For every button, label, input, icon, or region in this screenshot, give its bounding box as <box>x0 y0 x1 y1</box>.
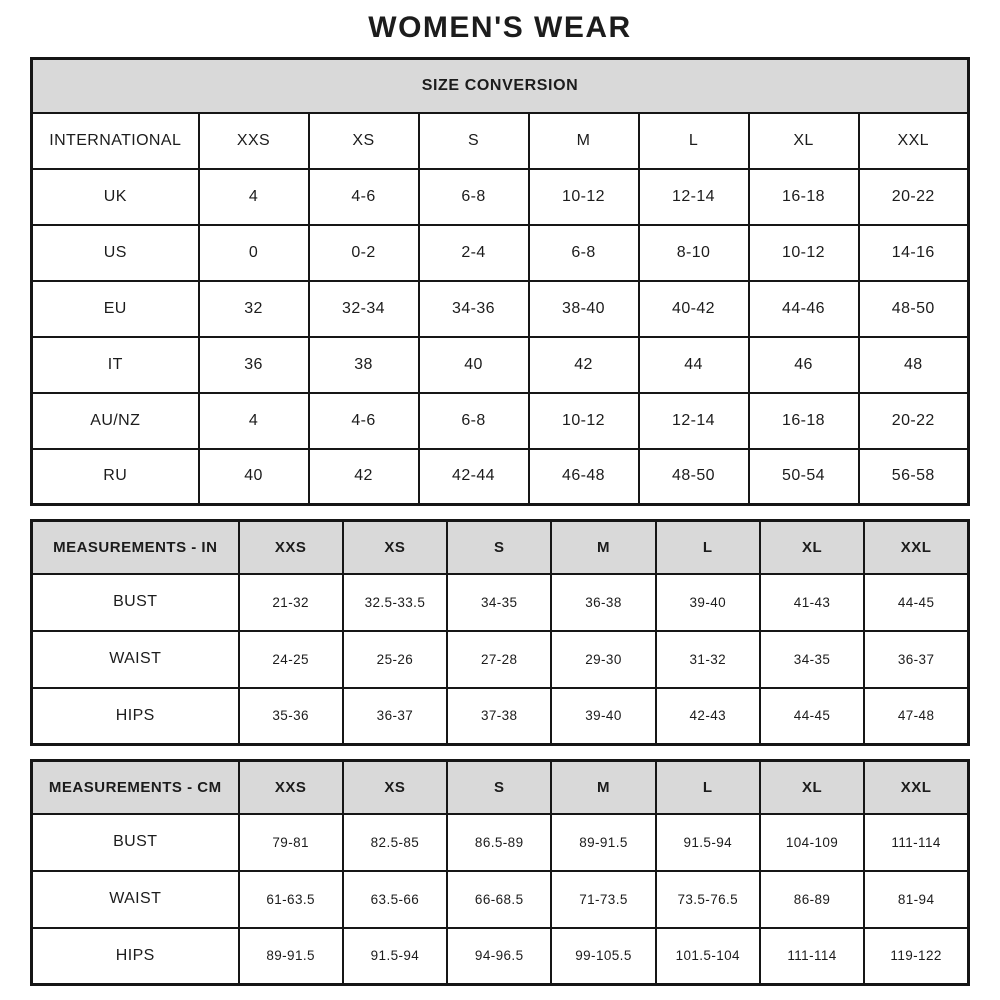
row-label: WAIST <box>32 631 239 688</box>
size-cell: 38-40 <box>529 281 639 337</box>
size-cell: 46 <box>749 337 859 393</box>
size-cell: 16-18 <box>749 169 859 225</box>
measurements-cm-table <box>30 759 970 986</box>
size-cell: 4-6 <box>309 393 419 449</box>
measure-cell: 101.5-104 <box>656 928 760 985</box>
size-cell: 46-48 <box>529 449 639 505</box>
column-header: XXL <box>864 521 968 574</box>
size-cell: 42 <box>529 337 639 393</box>
measure-cell: 82.5-85 <box>343 814 447 871</box>
measure-cell: 94-96.5 <box>447 928 551 985</box>
measure-cell: 47-48 <box>864 688 968 745</box>
measure-cell: 39-40 <box>656 574 760 631</box>
measure-cell: 36-37 <box>864 631 968 688</box>
size-cell: 12-14 <box>639 169 749 225</box>
measurements-in-table <box>30 519 970 746</box>
measure-cell: 81-94 <box>864 871 968 928</box>
size-cell: 32 <box>199 281 309 337</box>
column-header: XS <box>309 113 419 169</box>
size-cell: 4 <box>199 169 309 225</box>
measure-cell: 41-43 <box>760 574 864 631</box>
row-label: EU <box>32 281 199 337</box>
measure-cell: 44-45 <box>760 688 864 745</box>
measure-cell: 86-89 <box>760 871 864 928</box>
measure-cell: 37-38 <box>447 688 551 745</box>
measure-cell: 86.5-89 <box>447 814 551 871</box>
row-label: UK <box>32 169 199 225</box>
measure-cell: 104-109 <box>760 814 864 871</box>
measure-cell: 61-63.5 <box>239 871 343 928</box>
measure-cell: 99-105.5 <box>551 928 655 985</box>
size-cell: 40 <box>199 449 309 505</box>
measure-cell: 21-32 <box>239 574 343 631</box>
size-cell: 32-34 <box>309 281 419 337</box>
size-cell: 34-36 <box>419 281 529 337</box>
size-cell: 40-42 <box>639 281 749 337</box>
measure-cell: 34-35 <box>447 574 551 631</box>
row-label: RU <box>32 449 199 505</box>
table-row <box>32 449 969 505</box>
measure-cell: 34-35 <box>760 631 864 688</box>
column-header: S <box>447 521 551 574</box>
size-conversion-title: SIZE CONVERSION <box>32 59 969 113</box>
table-row <box>32 574 969 631</box>
measure-cell: 89-91.5 <box>551 814 655 871</box>
measure-cell: 39-40 <box>551 688 655 745</box>
size-cell: 12-14 <box>639 393 749 449</box>
column-header: XXS <box>199 113 309 169</box>
measure-cell: 119-122 <box>864 928 968 985</box>
table-row <box>32 113 969 169</box>
table-row <box>32 814 969 871</box>
column-header: XXS <box>239 521 343 574</box>
size-conversion-table <box>30 57 970 506</box>
table-row <box>32 169 969 225</box>
size-cell: 20-22 <box>859 393 969 449</box>
size-cell: 10-12 <box>529 393 639 449</box>
size-cell: 44-46 <box>749 281 859 337</box>
measure-cell: 36-37 <box>343 688 447 745</box>
column-header: M <box>551 521 655 574</box>
row-label: BUST <box>32 814 239 871</box>
table-row <box>32 337 969 393</box>
measure-cell: 24-25 <box>239 631 343 688</box>
column-header: XS <box>343 521 447 574</box>
page-title: WOMEN'S WEAR <box>368 11 632 44</box>
measure-cell: 42-43 <box>656 688 760 745</box>
measure-cell: 71-73.5 <box>551 871 655 928</box>
column-header: S <box>419 113 529 169</box>
size-cell: 44 <box>639 337 749 393</box>
column-header: XXS <box>239 761 343 814</box>
table-row <box>32 281 969 337</box>
column-header: L <box>639 113 749 169</box>
size-cell: 48 <box>859 337 969 393</box>
table-row <box>32 631 969 688</box>
row-label: HIPS <box>32 688 239 745</box>
size-cell: 56-58 <box>859 449 969 505</box>
table-row <box>32 393 969 449</box>
measure-cell: 66-68.5 <box>447 871 551 928</box>
row-label: IT <box>32 337 199 393</box>
size-cell: 2-4 <box>419 225 529 281</box>
size-cell: 6-8 <box>529 225 639 281</box>
measure-cell: 111-114 <box>864 814 968 871</box>
column-header: XS <box>343 761 447 814</box>
row-label: AU/NZ <box>32 393 199 449</box>
row-label: WAIST <box>32 871 239 928</box>
table-row <box>32 225 969 281</box>
column-header: XXL <box>859 113 969 169</box>
measure-cell: 25-26 <box>343 631 447 688</box>
table-row <box>32 928 969 985</box>
measure-cell: 91.5-94 <box>343 928 447 985</box>
size-cell: 10-12 <box>749 225 859 281</box>
size-cell: 0-2 <box>309 225 419 281</box>
measure-cell: 29-30 <box>551 631 655 688</box>
column-header: INTERNATIONAL <box>32 113 199 169</box>
measure-cell: 79-81 <box>239 814 343 871</box>
size-cell: 0 <box>199 225 309 281</box>
column-header: XXL <box>864 761 968 814</box>
measure-cell: 35-36 <box>239 688 343 745</box>
row-label: BUST <box>32 574 239 631</box>
size-cell: 14-16 <box>859 225 969 281</box>
column-header: S <box>447 761 551 814</box>
size-cell: 50-54 <box>749 449 859 505</box>
table-row <box>32 521 969 574</box>
measurements-cm-title: MEASUREMENTS - CM <box>32 761 239 814</box>
column-header: L <box>656 521 760 574</box>
measure-cell: 36-38 <box>551 574 655 631</box>
row-label: HIPS <box>32 928 239 985</box>
size-cell: 38 <box>309 337 419 393</box>
size-cell: 48-50 <box>639 449 749 505</box>
column-header: M <box>551 761 655 814</box>
measure-cell: 44-45 <box>864 574 968 631</box>
column-header: M <box>529 113 639 169</box>
size-cell: 42 <box>309 449 419 505</box>
column-header: L <box>656 761 760 814</box>
row-label: US <box>32 225 199 281</box>
size-cell: 20-22 <box>859 169 969 225</box>
size-cell: 16-18 <box>749 393 859 449</box>
measurements-in-title: MEASUREMENTS - IN <box>32 521 239 574</box>
measure-cell: 27-28 <box>447 631 551 688</box>
size-cell: 4 <box>199 393 309 449</box>
measure-cell: 73.5-76.5 <box>656 871 760 928</box>
size-cell: 4-6 <box>309 169 419 225</box>
measure-cell: 111-114 <box>760 928 864 985</box>
table-row <box>32 688 969 745</box>
size-cell: 6-8 <box>419 169 529 225</box>
size-cell: 40 <box>419 337 529 393</box>
measure-cell: 63.5-66 <box>343 871 447 928</box>
measure-cell: 31-32 <box>656 631 760 688</box>
size-cell: 48-50 <box>859 281 969 337</box>
size-cell: 6-8 <box>419 393 529 449</box>
size-cell: 36 <box>199 337 309 393</box>
size-cell: 42-44 <box>419 449 529 505</box>
column-header: XL <box>760 761 864 814</box>
table-row <box>32 761 969 814</box>
measure-cell: 91.5-94 <box>656 814 760 871</box>
measure-cell: 89-91.5 <box>239 928 343 985</box>
measure-cell: 32.5-33.5 <box>343 574 447 631</box>
table-row <box>32 871 969 928</box>
table-row <box>32 59 969 113</box>
column-header: XL <box>749 113 859 169</box>
size-cell: 10-12 <box>529 169 639 225</box>
size-cell: 8-10 <box>639 225 749 281</box>
column-header: XL <box>760 521 864 574</box>
